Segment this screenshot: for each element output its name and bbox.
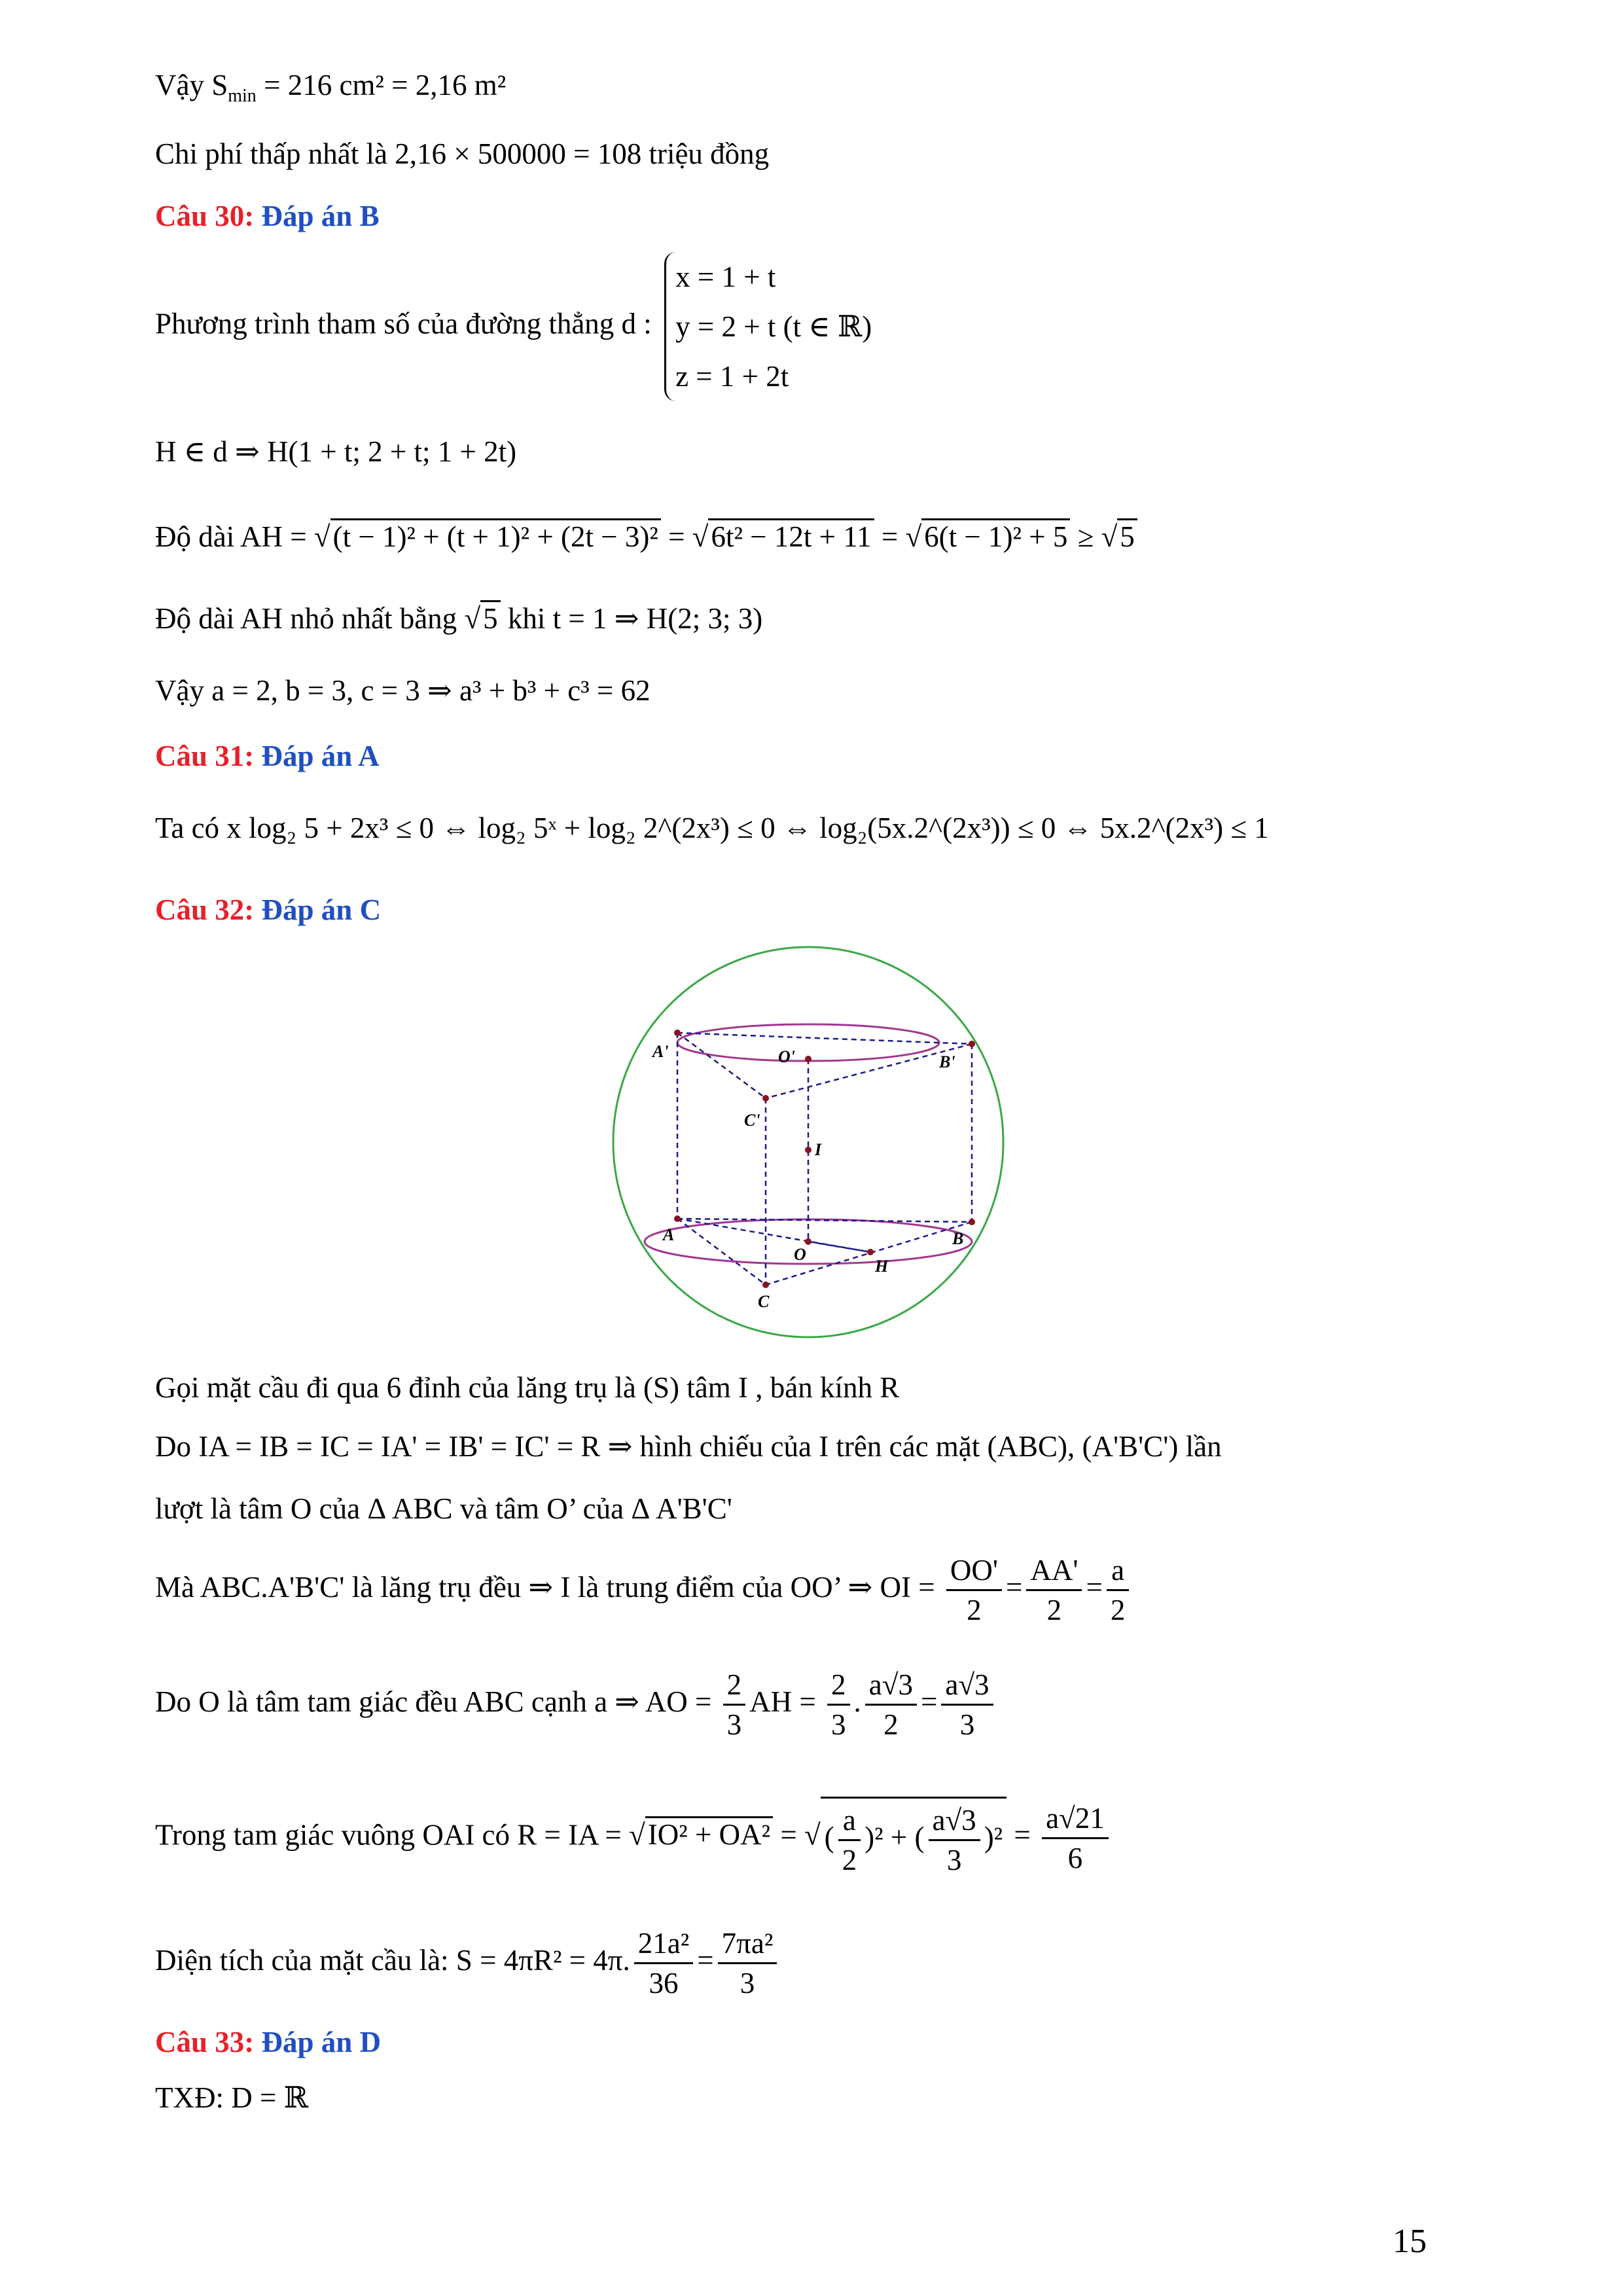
equal-distances: Do IA = IB = IC = IA' = IB' = IC' = R ⇒ hình chiếu của I trên các mặt (ABC), (A'B'C') lần	[155, 1430, 1222, 1463]
log-inequality: Ta có x log₂ 5 + 2x³ ≤ 0 ⇔ log₂ 5ˣ + log₂ 2^(2x³) ≤ 0 ⇔ log₂(5x.2^(2x³)) ≤ 0 ⇔ 5x.2^(2x³) ≤ 1	[155, 812, 1269, 844]
ah-length-formula: Độ dài AH = √(t − 1)² + (t + 1)² + (2t − 3)² = √6t² − 12t + 11 = √6(t − 1)² + 5 ≥ √5	[155, 517, 1137, 556]
sphere-definition: Gọi mặt cầu đi qua 6 đỉnh của lăng trụ là (S) tâm I , bán kính R	[155, 1371, 900, 1404]
question-32-heading: Câu 32: Đáp án C	[155, 893, 382, 926]
label-a-prime: A'	[652, 1042, 669, 1061]
sphere-area: Diện tích của mặt cầu là: S = 4πR² = 4π. $\frac{\text{21a²}}{36}$ = $\frac{\text{7πa²}}{3}$	[155, 1924, 781, 2002]
label-b-prime: B'	[939, 1052, 955, 1071]
cost-line: Chi phí thấp nhất là 2,16 × 500000 = 108 triệu đồng	[155, 137, 770, 170]
question-31-heading: Câu 31: Đáp án A	[155, 740, 380, 772]
label-a: A	[663, 1225, 675, 1244]
prism-in-sphere-figure	[605, 939, 1011, 1345]
oi-midpoint: Mà ABC.A'B'C' là lăng trụ đều ⇒ I là trung điểm của OO’ ⇒ OI = $\frac{OO'}{2}$ = $\frac{AA'}{2}$ = $\frac{a}{2}$	[155, 1551, 1133, 1629]
result-sum-cubes: Vậy a = 2, b = 3, c = 3 ⇒ a³ + b³ + c³ = 62	[155, 674, 651, 707]
equation-system: x = 1 + t y = 2 + t (t ∈ ℝ) z = 1 + 2t	[664, 252, 872, 401]
parametric-equation: Phương trình tham số của đường thẳng d : x = 1 + t y = 2 + t (t ∈ ℝ) z = 1 + 2t	[155, 252, 872, 401]
radius-calculation: Trong tam giác vuông OAI có R = IA = √IO² + OA² = √ ( $\frac{a}{2}$ )² + ( $\frac{a√3}{3}$ )² = $\frac{a√21}{6}$	[155, 1797, 1113, 1879]
ao-length: Do O là tâm tam giác đều ABC cạnh a ⇒ AO = $\frac{2}{3}$ AH = $\frac{2}{3}$ . $\frac{a√3}{2}$ = $\frac{a√3}{3}$	[155, 1666, 997, 1744]
question-33-heading: Câu 33: Đáp án D	[155, 2026, 382, 2058]
label-c-prime: C'	[744, 1111, 760, 1130]
top-circle	[677, 1024, 939, 1061]
label-o-prime: O'	[778, 1047, 795, 1066]
projection-centers: lượt là tâm O của Δ ABC và tâm O’ của Δ A'B'C'	[155, 1492, 732, 1525]
conclusion-smin: Vậy $S_{min} = 216$ cm² = 2,16 m²	[155, 69, 507, 106]
figure-points	[674, 1030, 975, 1288]
ah-minimum: Độ dài AH nhỏ nhất bằng √5 khi t = 1 ⇒ H(2; 3; 3)	[155, 599, 762, 638]
point-h-on-d: H ∈ d ⇒ H(1 + t; 2 + t; 1 + 2t)	[155, 435, 517, 468]
label-h: H	[875, 1257, 889, 1276]
question-30-heading: Câu 30: Đáp án B	[155, 200, 380, 232]
label-c: C	[758, 1292, 770, 1311]
label-i: I	[815, 1140, 822, 1159]
domain-line: TXĐ: D = ℝ	[155, 2081, 309, 2114]
prism-edges	[677, 1033, 972, 1285]
page-number: 15	[1393, 2223, 1427, 2260]
label-o: O	[794, 1245, 806, 1264]
label-b: B	[952, 1229, 964, 1248]
